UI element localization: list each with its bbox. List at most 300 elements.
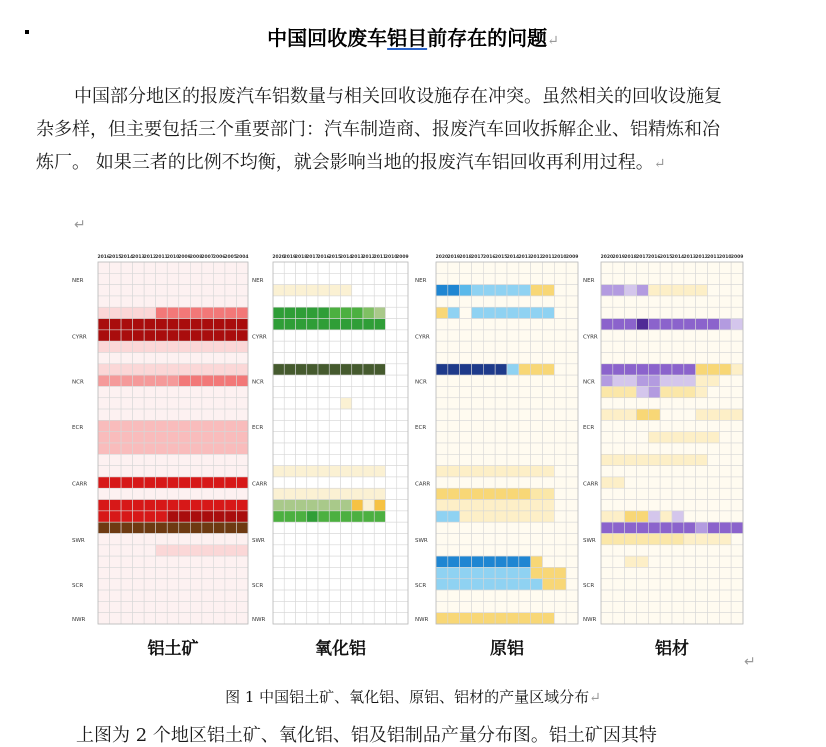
heatmap-cell	[318, 273, 329, 284]
heatmap-cell	[296, 454, 307, 465]
heatmap-cell	[133, 590, 145, 601]
heatmap-cell	[637, 556, 649, 567]
heatmap-cell	[307, 330, 318, 341]
figure-paragraph-mark: ↵	[744, 654, 756, 670]
heatmap-cell	[507, 296, 519, 307]
heatmap-cell	[696, 556, 708, 567]
heatmap-cell	[341, 601, 352, 612]
heatmap-cell	[179, 522, 191, 533]
heatmap-cell	[341, 579, 352, 590]
heatmap-cell	[179, 398, 191, 409]
heatmap-cell	[696, 353, 708, 364]
heatmap-cell	[144, 307, 156, 318]
heatmap-cell	[363, 466, 374, 477]
heatmap-cell	[554, 545, 566, 556]
heatmap-cell	[329, 579, 340, 590]
heatmap-cell	[190, 262, 202, 273]
heatmap-cell	[543, 432, 555, 443]
heatmap-cell	[483, 409, 495, 420]
heatmap-cell	[684, 534, 696, 545]
heatmap-cell	[397, 454, 408, 465]
heatmap-cell	[672, 364, 684, 375]
heatmap-cell	[156, 477, 168, 488]
heatmap-cell	[708, 545, 720, 556]
heatmap-cell	[179, 601, 191, 612]
heatmap-cell	[472, 488, 484, 499]
heatmap-cell	[363, 534, 374, 545]
heatmap-cell	[519, 319, 531, 330]
heatmap-cell	[329, 364, 340, 375]
heatmap-cell	[460, 353, 472, 364]
heatmap-cell	[460, 454, 472, 465]
heatmap-cell	[507, 613, 519, 624]
heatmap-cell	[731, 556, 743, 567]
heatmap-cell	[448, 567, 460, 578]
heatmap-cell	[156, 522, 168, 533]
heatmap-cell	[236, 454, 248, 465]
heatmap-cell	[318, 398, 329, 409]
heatmap-cell	[273, 420, 284, 431]
heatmap-cell	[307, 353, 318, 364]
heatmap-cell	[637, 341, 649, 352]
heatmap-cell	[543, 364, 555, 375]
heatmap-cell	[121, 319, 133, 330]
heatmap-cell	[307, 534, 318, 545]
heatmap-cell	[483, 511, 495, 522]
heatmap-cell	[519, 556, 531, 567]
heatmap-cell	[352, 466, 363, 477]
heatmap-cell	[179, 545, 191, 556]
heatmap-cell	[637, 500, 649, 511]
heatmap-cell	[133, 534, 145, 545]
heatmap-cell	[460, 500, 472, 511]
heatmap-cell	[225, 420, 237, 431]
heatmap-cell	[374, 477, 385, 488]
heatmap-cell	[236, 262, 248, 273]
heatmap-cell	[543, 353, 555, 364]
heatmap-cell	[708, 556, 720, 567]
year-tick-label: 2011	[155, 255, 168, 260]
heatmap-cell	[329, 285, 340, 296]
heatmap-cell	[156, 545, 168, 556]
heatmap-cell	[156, 567, 168, 578]
heatmap-cell	[684, 466, 696, 477]
heatmap-cell	[352, 500, 363, 511]
heatmap-cell	[696, 443, 708, 454]
region-label: CARR	[252, 481, 268, 488]
year-tick-label: 2015	[494, 255, 508, 260]
heatmap-cell	[307, 409, 318, 420]
heatmap-cell	[121, 567, 133, 578]
heatmap-cell	[531, 466, 543, 477]
heatmap-cell	[719, 579, 731, 590]
heatmap-cell	[352, 522, 363, 533]
heatmap-cell	[625, 330, 637, 341]
heatmap-cell	[352, 330, 363, 341]
heatmap-cell	[507, 488, 519, 499]
heatmap-cell	[156, 432, 168, 443]
heatmap-cell	[719, 488, 731, 499]
heatmap-cell	[708, 341, 720, 352]
year-tick-label: 2019	[612, 255, 626, 260]
heatmap-cell	[601, 386, 613, 397]
heatmap-cell	[672, 511, 684, 522]
heatmap-cell	[236, 398, 248, 409]
heatmap-cell	[519, 262, 531, 273]
heatmap-cell	[460, 398, 472, 409]
region-label: CYRR	[583, 334, 598, 341]
heatmap-cell	[660, 488, 672, 499]
heatmap-cell	[386, 409, 397, 420]
heatmap-cell	[648, 386, 660, 397]
heatmap-cell	[601, 330, 613, 341]
heatmap-cell	[190, 398, 202, 409]
heatmap-cell	[273, 601, 284, 612]
heatmap-cell	[472, 273, 484, 284]
heatmap-cell	[660, 613, 672, 624]
heatmap-cell	[329, 454, 340, 465]
heatmap-cell	[472, 296, 484, 307]
heatmap-cell	[637, 567, 649, 578]
heatmap-cell	[696, 307, 708, 318]
heatmap-cell	[601, 296, 613, 307]
heatmap-cell	[167, 398, 179, 409]
heatmap-cell	[190, 601, 202, 612]
heatmap-cell	[167, 432, 179, 443]
heatmap-cell	[483, 590, 495, 601]
heatmap-cell	[284, 353, 295, 364]
paragraph-text: 中国部分地区的报废汽车铝数量与相关回收设施存在冲突。虽然相关的回收设施复杂多样，但主要包括三个重要部门：汽车制造商、报废汽车回收拆解企业、铝精炼和冶炼厂。 如果三者的比例不均衡，就会影响当地的报废汽车铝回收再利用过程。	[36, 86, 722, 173]
heatmap-cell	[660, 522, 672, 533]
heatmap-cell	[110, 409, 122, 420]
heatmap-cell	[179, 307, 191, 318]
heatmap-cell	[696, 545, 708, 556]
heatmap-cell	[213, 375, 225, 386]
heatmap-cell	[329, 443, 340, 454]
heatmap-cell	[374, 353, 385, 364]
heatmap-cell	[167, 443, 179, 454]
heatmap-cell	[307, 545, 318, 556]
heatmap-cell	[284, 466, 295, 477]
heatmap-cell	[273, 545, 284, 556]
heatmap-cell	[144, 330, 156, 341]
heatmap-cell	[363, 353, 374, 364]
heatmap-cell	[625, 522, 637, 533]
heatmap-cell	[225, 613, 237, 624]
heatmap-cell	[284, 364, 295, 375]
heatmap-cell	[672, 488, 684, 499]
heatmap-cell	[202, 364, 214, 375]
title-part-2: 前存在的问题	[427, 26, 548, 50]
year-tick-label: 2010	[166, 255, 180, 260]
heatmap-cell	[708, 466, 720, 477]
heatmap-cell	[133, 386, 145, 397]
heatmap-cell	[519, 567, 531, 578]
heatmap-cell	[554, 579, 566, 590]
heatmap-cell	[637, 386, 649, 397]
heatmap-cell	[613, 601, 625, 612]
heatmap-cell	[708, 285, 720, 296]
heatmap-cell	[625, 545, 637, 556]
heatmap-cell	[225, 330, 237, 341]
heatmap-cell	[495, 296, 507, 307]
heatmap-cell	[318, 477, 329, 488]
heatmap-cell	[448, 273, 460, 284]
heatmap-cell	[684, 601, 696, 612]
heatmap-cell	[121, 364, 133, 375]
heatmap-cell	[519, 454, 531, 465]
heatmap-cell	[296, 488, 307, 499]
heatmap-cell	[110, 477, 122, 488]
heatmap-cell	[397, 285, 408, 296]
heatmap-cell	[190, 500, 202, 511]
heatmap-cell	[601, 613, 613, 624]
heatmap-cell	[202, 273, 214, 284]
heatmap-cell	[731, 466, 743, 477]
heatmap-cell	[531, 613, 543, 624]
heatmap-cell	[613, 273, 625, 284]
heatmap-cell	[519, 500, 531, 511]
heatmap-cell	[386, 341, 397, 352]
heatmap-cell	[660, 409, 672, 420]
heatmap-cell	[144, 353, 156, 364]
heatmap-cell	[448, 477, 460, 488]
heatmap-cell	[519, 601, 531, 612]
heatmap-cell	[341, 500, 352, 511]
heatmap-cell	[179, 353, 191, 364]
heatmap-cell	[156, 601, 168, 612]
heatmap-cell	[543, 579, 555, 590]
heatmap-cell	[213, 443, 225, 454]
heatmap-cell	[363, 409, 374, 420]
heatmap-cell	[236, 409, 248, 420]
heatmap-cell	[672, 375, 684, 386]
heatmap-cell	[708, 364, 720, 375]
heatmap-cell	[318, 567, 329, 578]
heatmap-cell	[625, 262, 637, 273]
heatmap-cell	[318, 511, 329, 522]
heatmap-cell	[483, 262, 495, 273]
heatmap-cell	[613, 477, 625, 488]
heatmap-cell	[648, 534, 660, 545]
heatmap-cell	[460, 534, 472, 545]
year-tick-label: 2009	[396, 255, 409, 260]
heatmap-cell	[213, 500, 225, 511]
heatmap-cell	[374, 567, 385, 578]
heatmap-cell	[374, 488, 385, 499]
heatmap-cell	[625, 307, 637, 318]
heatmap-cell	[519, 386, 531, 397]
heatmap-cell	[696, 590, 708, 601]
heatmap-cell	[318, 364, 329, 375]
heatmap-cell	[566, 545, 578, 556]
heatmap-cell	[213, 613, 225, 624]
heatmap-cell	[284, 296, 295, 307]
heatmap-cell	[672, 386, 684, 397]
heatmap-cell	[660, 579, 672, 590]
heatmap-cell	[719, 522, 731, 533]
heatmap-cell	[613, 567, 625, 578]
heatmap-cell	[460, 556, 472, 567]
heatmap-cell	[648, 522, 660, 533]
heatmap-cell	[121, 545, 133, 556]
heatmap-cell	[507, 601, 519, 612]
heatmap-cell	[554, 556, 566, 567]
heatmap-cell	[601, 488, 613, 499]
heatmap-cell	[397, 522, 408, 533]
heatmap-cell	[625, 353, 637, 364]
heatmap-cell	[341, 590, 352, 601]
heatmap-cell	[225, 398, 237, 409]
heatmap-cell	[719, 296, 731, 307]
heatmap-cell	[363, 613, 374, 624]
heatmap-cell	[156, 386, 168, 397]
heatmap-cell	[483, 500, 495, 511]
heatmap-cell	[273, 398, 284, 409]
heatmap-cell	[684, 409, 696, 420]
heatmap-cell	[696, 262, 708, 273]
heatmap-cell	[329, 500, 340, 511]
heatmap-cell	[236, 488, 248, 499]
heatmap-cell	[436, 420, 448, 431]
heatmap-cell	[329, 353, 340, 364]
heatmap-cell	[483, 601, 495, 612]
heatmap-cell	[386, 488, 397, 499]
heatmap-cell	[202, 420, 214, 431]
heatmap-cell	[436, 432, 448, 443]
heatmap-cell	[731, 262, 743, 273]
heatmap-cell	[296, 466, 307, 477]
heatmap-cell	[531, 443, 543, 454]
heatmap-cell	[719, 545, 731, 556]
heatmap-cell	[202, 511, 214, 522]
heatmap-cell	[202, 398, 214, 409]
heatmap-cell	[519, 273, 531, 284]
heatmap-cell	[448, 590, 460, 601]
heatmap-cell	[731, 319, 743, 330]
heatmap-cell	[436, 579, 448, 590]
heatmap-cell	[531, 330, 543, 341]
year-tick-label: 2014	[671, 255, 685, 260]
heatmap-cell	[144, 375, 156, 386]
heatmap-cell	[613, 466, 625, 477]
heatmap-cell	[156, 375, 168, 386]
heatmap-cell	[374, 386, 385, 397]
heatmap-cell	[352, 556, 363, 567]
heatmap-cell	[110, 432, 122, 443]
heatmap-cell	[213, 285, 225, 296]
heatmap-cell	[296, 386, 307, 397]
heatmap-cell	[213, 466, 225, 477]
heatmap-cell	[483, 579, 495, 590]
heatmap-cell	[495, 341, 507, 352]
heatmap-cell	[519, 420, 531, 431]
heatmap-cell	[190, 466, 202, 477]
year-tick-label: 2013	[351, 255, 364, 260]
heatmap-cell	[284, 262, 295, 273]
heatmap-cell	[363, 364, 374, 375]
heatmap-cell	[98, 579, 110, 590]
heatmap-cell	[225, 567, 237, 578]
heatmap-cell	[167, 477, 179, 488]
heatmap-cell	[386, 353, 397, 364]
heatmap-cell	[133, 341, 145, 352]
heatmap-cell	[156, 556, 168, 567]
year-tick-label: 2014	[506, 255, 520, 260]
heatmap-cell	[352, 307, 363, 318]
heatmap-cell	[660, 477, 672, 488]
heatmap-cell	[637, 511, 649, 522]
heatmap-cell	[307, 567, 318, 578]
heatmap-cell	[637, 353, 649, 364]
heatmap-cell	[543, 511, 555, 522]
heatmap-cell	[133, 500, 145, 511]
year-tick-label: 2016	[647, 255, 661, 260]
heatmap-cell	[213, 522, 225, 533]
heatmap-cell	[167, 409, 179, 420]
heatmap-cell	[436, 341, 448, 352]
heatmap-cell	[543, 386, 555, 397]
heatmap-cell	[460, 386, 472, 397]
heatmap-cell	[531, 522, 543, 533]
heatmap-cell	[543, 262, 555, 273]
heatmap-cell	[329, 488, 340, 499]
heatmap-cell	[507, 420, 519, 431]
heatmap-cell	[98, 590, 110, 601]
body-paragraph	[36, 80, 736, 181]
heatmap-cell	[341, 398, 352, 409]
heatmap-cell	[637, 319, 649, 330]
year-tick-label: 2005	[224, 255, 237, 260]
heatmap-cell	[144, 567, 156, 578]
region-label: CYRR	[72, 334, 87, 341]
heatmap-cell	[110, 545, 122, 556]
heatmap-cell	[436, 386, 448, 397]
heatmap-cell	[460, 285, 472, 296]
heatmap-cell	[660, 307, 672, 318]
heatmap-cell	[121, 341, 133, 352]
heatmap-cell	[144, 409, 156, 420]
heatmap-cell	[329, 477, 340, 488]
heatmap-cell	[284, 273, 295, 284]
heatmap-cell	[684, 454, 696, 465]
heatmap-cell	[672, 500, 684, 511]
heatmap-cell	[460, 330, 472, 341]
heatmap-cell	[672, 353, 684, 364]
heatmap-cell	[225, 443, 237, 454]
heatmap-cell	[329, 432, 340, 443]
heatmap-cell	[296, 556, 307, 567]
heatmap-cell	[448, 262, 460, 273]
heatmap-cell	[213, 545, 225, 556]
heatmap-cell	[202, 477, 214, 488]
heatmap-cell	[719, 262, 731, 273]
region-label: NER	[583, 277, 595, 284]
heatmap-cell	[495, 398, 507, 409]
heatmap-cell	[472, 285, 484, 296]
heatmap-cell	[190, 613, 202, 624]
heatmap-cell	[625, 296, 637, 307]
heatmap-cell	[436, 307, 448, 318]
heatmap-cell	[460, 522, 472, 533]
heatmap-cell	[543, 285, 555, 296]
heatmap-cell	[202, 353, 214, 364]
heatmap-cell	[213, 341, 225, 352]
heatmap-cell	[225, 319, 237, 330]
region-label: SWR	[583, 537, 596, 544]
heatmap-cell	[329, 545, 340, 556]
heatmap-cell	[179, 420, 191, 431]
